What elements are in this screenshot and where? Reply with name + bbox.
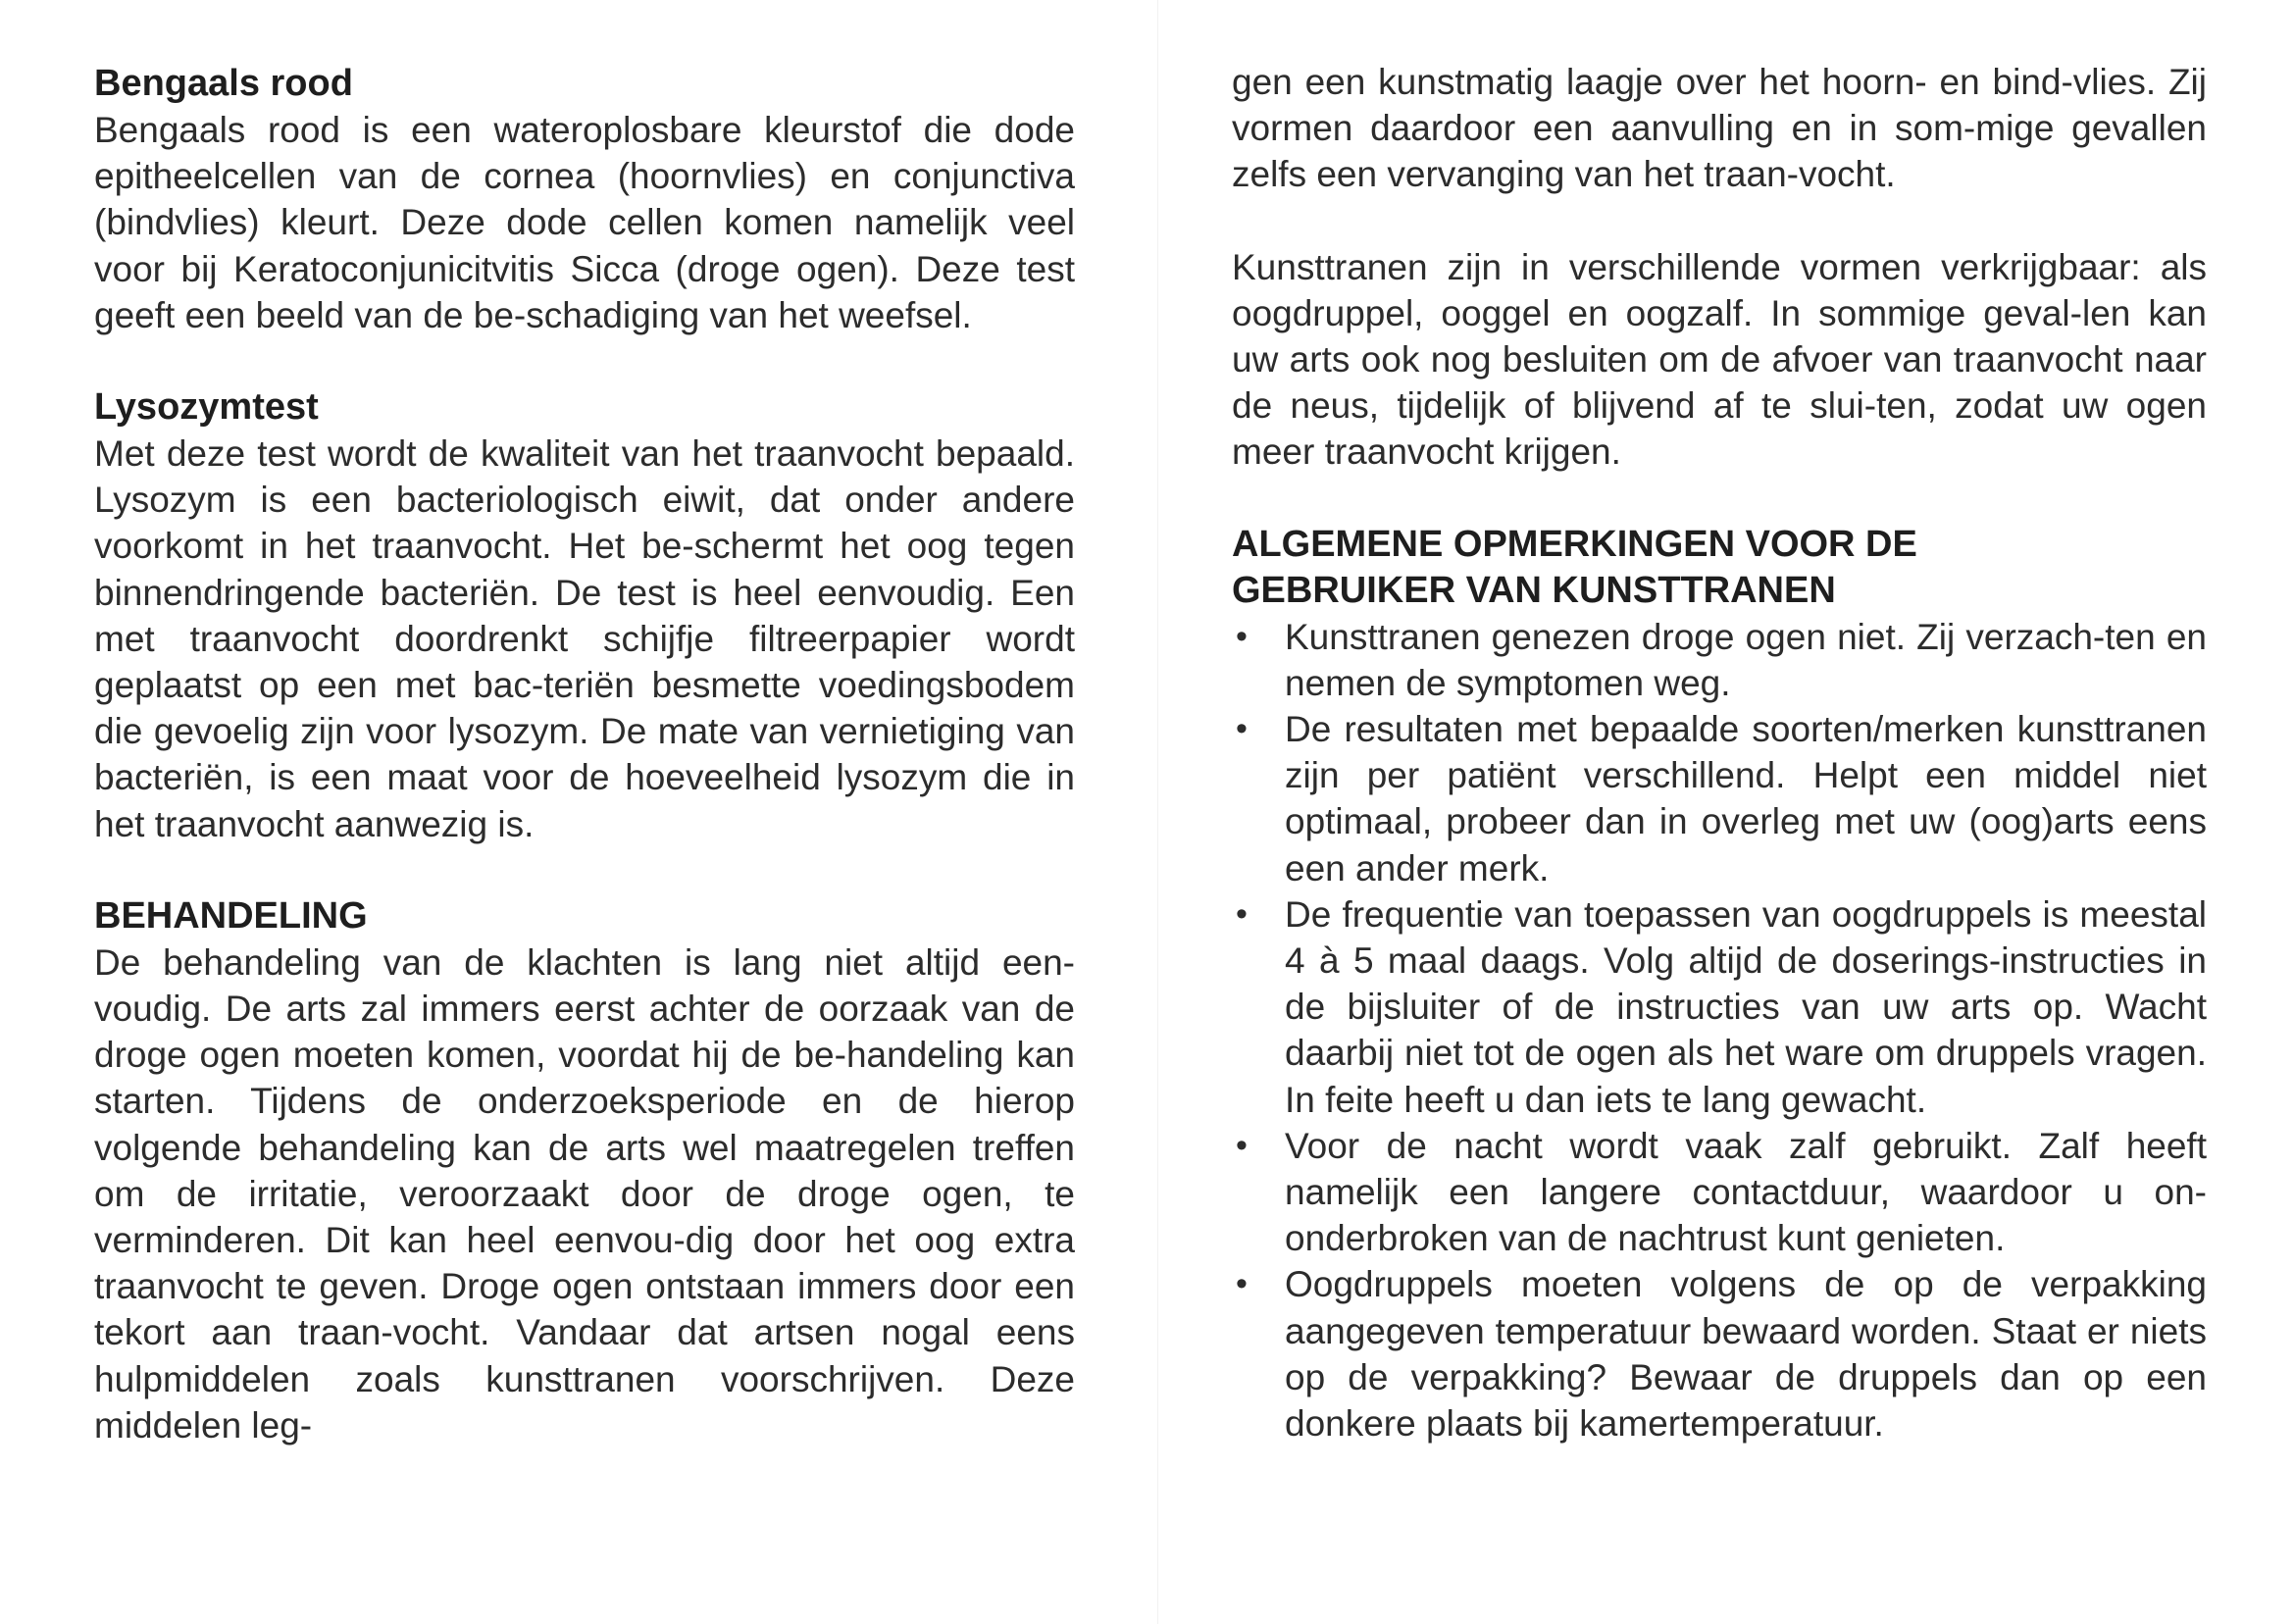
paragraph-lysozymtest: Met deze test wordt de kwaliteit van het traanvocht bepaald. Lysozym is een bacteriologisch eiwit, dat onder andere voorkomt in het traanvocht. Het be-schermt het oog tegen binnendringende bacteriën. De test is heel eenvoudig. Een met traanvocht doordrenkt schijfje filtreerpapier wordt geplaatst op een met bac-teriën besmette voedingsbodem die gevoelig zijn voor lysozym. De mate van vernietiging van bacteriën, is een maat voor de hoeveelheid lysozym die in het traanvocht aanwezig is. [94, 433, 1075, 844]
paragraph-kunsttranen-vormen: Kunsttranen zijn in verschillende vormen verkrijgbaar: als oogdruppel, ooggel en oogzalf. In sommige geval-len kan uw arts ook nog besluiten om de afvoer van traanvocht naar de neus, tijdelijk of blijvend af te slui-ten, zodat uw ogen meer traanvocht krijgen. [1232, 246, 2207, 473]
list-item [1232, 1261, 2207, 1446]
heading-line-2: GEBRUIKER VAN KUNSTTRANEN [1232, 569, 1836, 611]
heading-lysozymtest: Lysozymtest [94, 386, 319, 429]
paragraph-continuation: gen een kunstmatig laagje over het hoorn- en bind-vlies. Zij vormen daardoor een aanvulling en in som-mige gevallen zelfs een vervanging van het traan-vocht. [1232, 62, 2207, 195]
list-item [1232, 891, 2207, 1123]
list-item [1232, 614, 2207, 706]
right-page [1232, 59, 2207, 1446]
paragraph-bengaals-rood: Bengaals rood is een wateroplosbare kleurstof die dode epitheelcellen van de cornea (hoornvlies) en conjunctiva (bindvlies) kleurt. Deze dode cellen komen namelijk veel voor bij Keratoconjunicitvitis Sicca (droge ogen). Deze test geeft een beeld van de be-schadiging van het weefsel. [94, 110, 1075, 335]
heading-bengaals-rood: Bengaals rood [94, 63, 353, 104]
list-item [1232, 706, 2207, 891]
list-item-text: De resultaten met bepaalde soorten/merken kunsttranen zijn per patiënt verschillend. Helpt een middel niet optimaal, probeer dan in overleg met uw (oog)arts eens een ander merk. [1285, 709, 2207, 888]
paragraph-behandeling: De behandeling van de klachten is lang niet altijd een-voudig. De arts zal immers eerst achter de oorzaak van de droge ogen moeten komen, voordat hij de be-handeling kan starten. Tijdens de onderzoeksperiode en de hierop volgende behandeling kan de arts wel maatregelen treffen om de irritatie, veroorzaakt door de droge ogen, te verminderen. Dit kan heel eenvou-dig door het oog extra traanvocht te geven. Droge ogen ontstaan immers door een tekort aan traan-vocht. Vandaar dat artsen nogal eens hulpmiddelen zoals kunsttranen voorschrijven. Deze middelen leg- [94, 941, 1075, 1446]
bullet-icon: • [1236, 1265, 1248, 1303]
bullet-icon: • [1236, 617, 1248, 655]
list-item-text: De frequentie van toepassen van oogdruppels is meestal 4 à 5 maal daags. Volg altijd de doserings-instructies in de bijsluiter of de instructies van uw arts op. Wacht daarbij niet tot de ogen als het ware om druppels vragen. In feite heeft u dan iets te lang gewacht. [1285, 893, 2207, 1120]
heading-behandeling: BEHANDELING [94, 894, 368, 937]
heading-algemene-opmerkingen [1232, 522, 2207, 614]
list-item-text: Voor de nacht wordt vaak zalf gebruikt. Zalf heeft namelijk een langere contactduur, waardoor u on-onderbroken van de nachtrust kunt genieten. [1285, 1125, 2207, 1259]
page-fold [1157, 0, 1158, 1624]
list-item-text: Kunsttranen genezen droge ogen niet. Zij verzach-ten en nemen de symptomen weg. [1285, 616, 2207, 703]
bullet-icon: • [1236, 710, 1248, 748]
list-item-text: Oogdruppels moeten volgens de op de verpakking aangegeven temperatuur bewaard worden. Staat er niets op de verpakking? Bewaar de druppels dan op een donkere plaats bij kamertemperatuur. [1285, 1264, 2207, 1445]
heading-line-1: ALGEMENE OPMERKINGEN VOOR DE [1232, 523, 1917, 565]
bullet-icon: • [1236, 1126, 1248, 1164]
list-item [1232, 1123, 2207, 1262]
left-page [94, 61, 1075, 1448]
remarks-list [1232, 614, 2207, 1447]
bullet-icon: • [1236, 894, 1248, 933]
